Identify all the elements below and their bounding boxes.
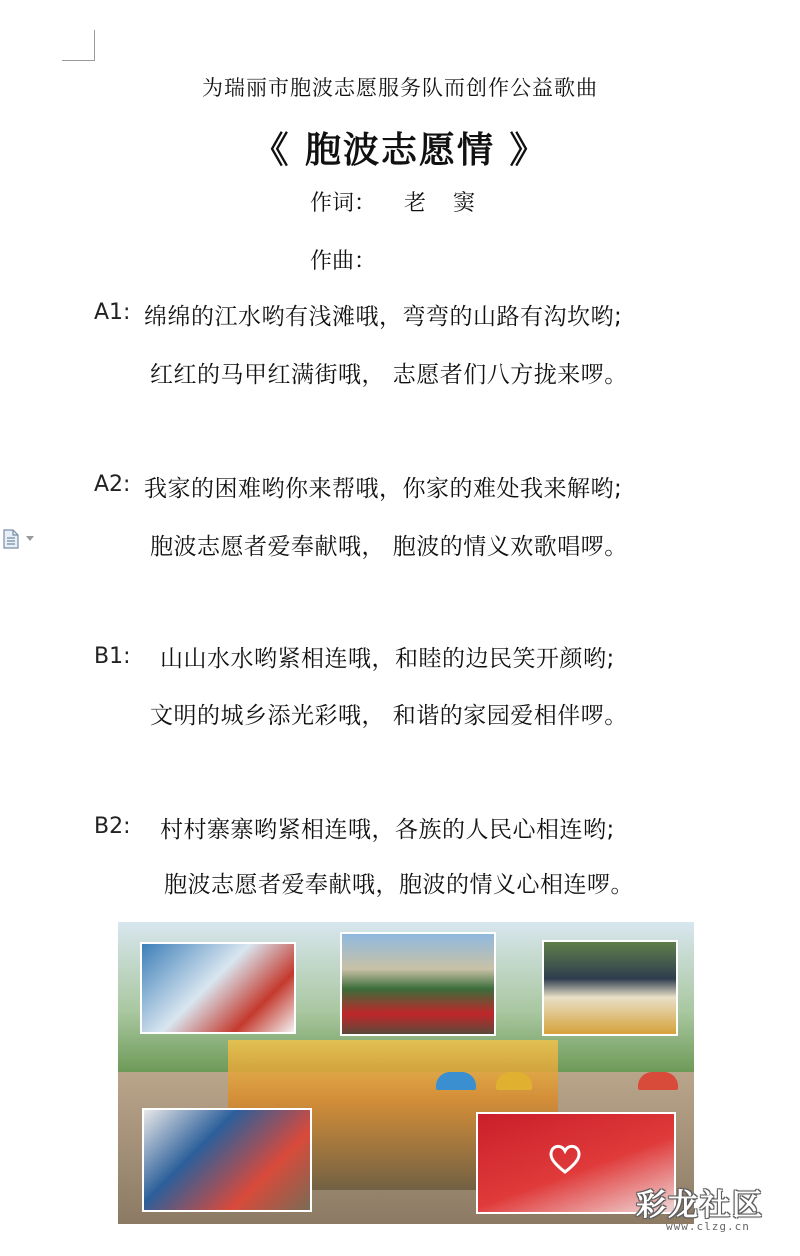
volunteer-photo-collage	[118, 922, 694, 1224]
verse-label: B2:	[94, 814, 131, 839]
verse-line: 胞波志愿者爱奉献哦， 胞波的情义欢歌唱啰。	[150, 534, 628, 560]
verse-line: 村村寨寨哟紧相连哦，各族的人民心相连哟;	[160, 817, 615, 843]
verse-line: 红红的马甲红满街哦， 志愿者们八方拢来啰。	[150, 362, 628, 388]
lyricist-name: 老 窦	[404, 191, 486, 216]
triangle-down-icon	[26, 536, 34, 542]
volunteer-photo-medical	[142, 1108, 312, 1212]
site-watermark	[636, 1180, 786, 1240]
verse-line: 我家的困难哟你来帮哦，你家的难处我来解哟;	[144, 476, 623, 502]
watermark-url: www.clzg.cn	[666, 1220, 750, 1233]
lyricist-label: 作词：	[310, 191, 377, 216]
composer-credit	[310, 244, 376, 275]
lyricist-credit	[310, 186, 485, 217]
umbrella-shape	[436, 1072, 476, 1090]
paragraph-options[interactable]	[2, 528, 42, 550]
song-subtitle: 为瑞丽市胞波志愿服务队而创作公益歌曲	[202, 76, 598, 100]
verse-label: B1:	[94, 644, 131, 669]
verse-line: 文明的城乡添光彩哦， 和谐的家园爱相伴啰。	[150, 703, 628, 729]
heart-logo-icon	[548, 1144, 582, 1174]
verse-label: A2:	[94, 472, 131, 497]
volunteer-photo-masks	[140, 942, 296, 1034]
volunteer-photo-police-donation	[542, 940, 678, 1036]
verse-line: 山山水水哟紧相连哦，和睦的边民笑开颜哟;	[160, 646, 615, 672]
verse-line: 绵绵的江水哟有浅滩哦，弯弯的山路有沟坎哟;	[144, 304, 623, 330]
composer-label: 作曲：	[310, 249, 377, 274]
umbrella-shape	[496, 1072, 532, 1090]
watermark-text: 彩龙社区	[636, 1188, 764, 1223]
umbrella-shape	[638, 1072, 678, 1090]
verse-label: A1:	[94, 300, 131, 325]
song-title: 《 胞波志愿情 》	[252, 130, 548, 171]
verse-line: 胞波志愿者爱奉献哦，胞波的情义心相连啰。	[164, 872, 634, 898]
volunteer-photo-parade-square	[340, 932, 496, 1036]
document-lines-icon	[2, 529, 20, 549]
page-corner-mark	[62, 30, 95, 61]
